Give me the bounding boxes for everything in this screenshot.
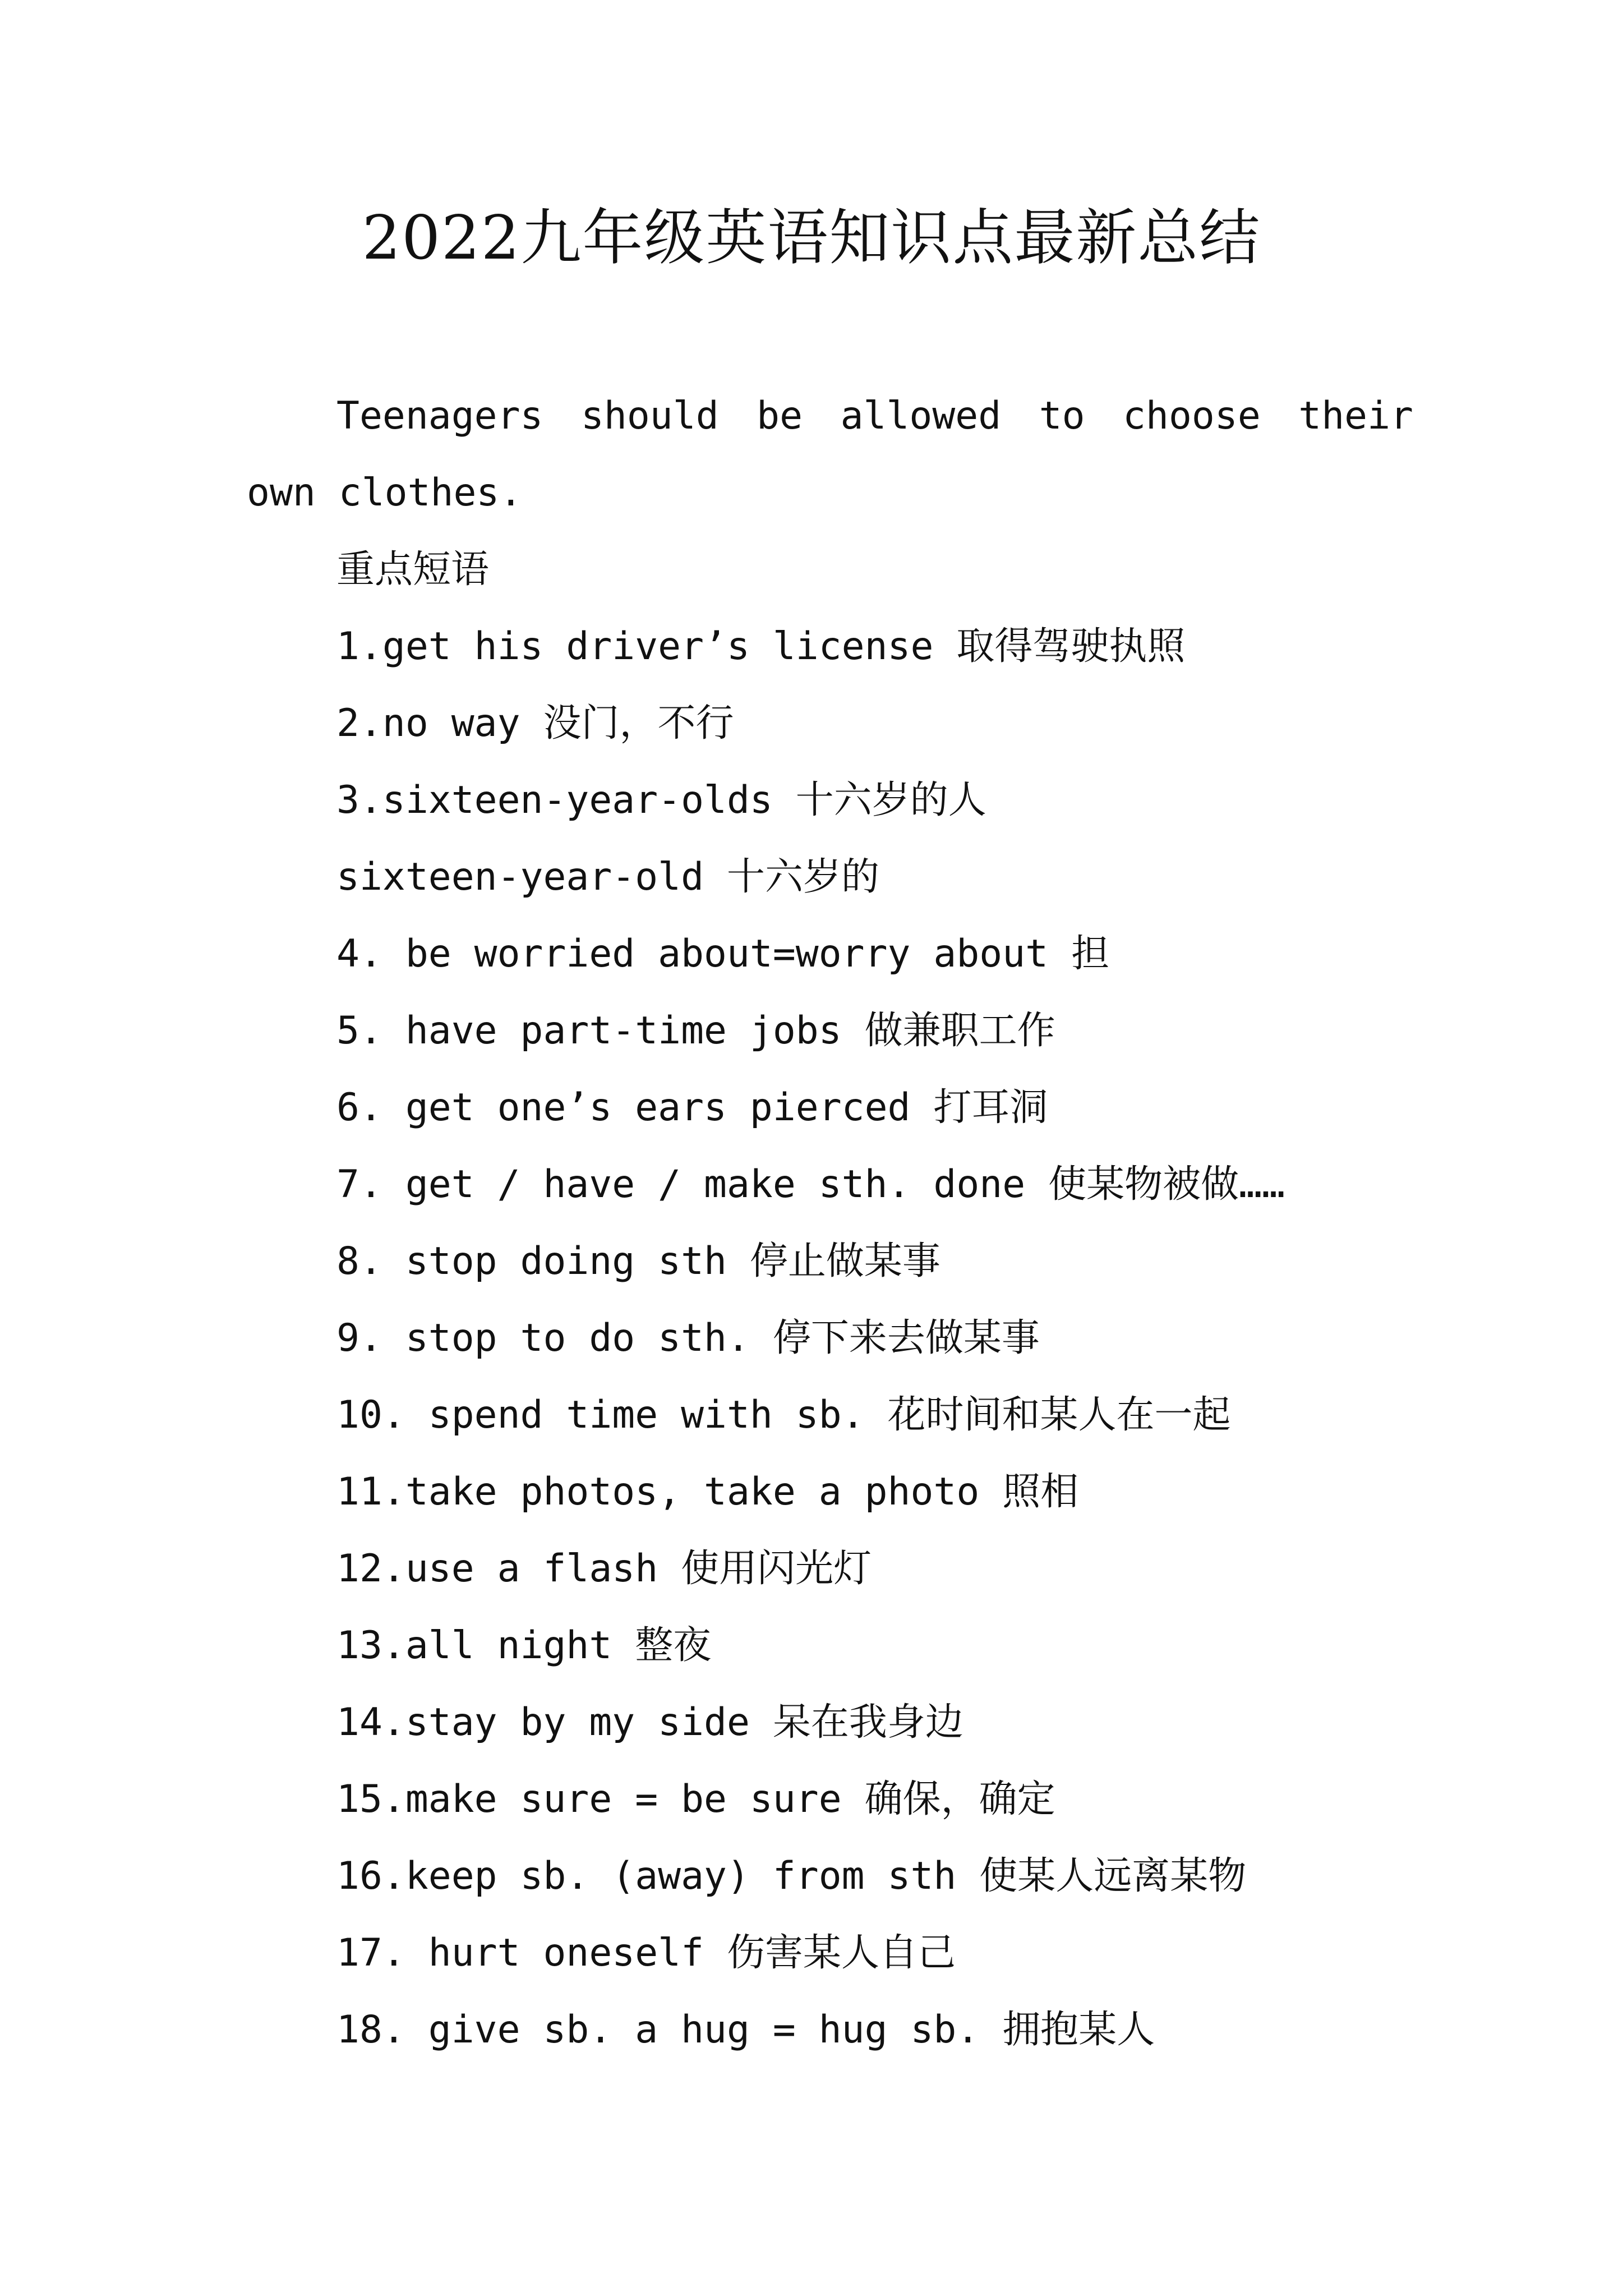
phrase-item: 2.no way 没门，不行	[336, 701, 734, 746]
phrase-item: 5. have part-time jobs 做兼职工作	[336, 1009, 1055, 1053]
phrase-item: 7. get / have / make sth. done 使某物被做……	[336, 1162, 1285, 1207]
phrase-item: 12.use a flash 使用闪光灯	[336, 1547, 872, 1591]
phrase-item: 15.make sure = be sure 确保，确定	[336, 1777, 1055, 1821]
phrase-item: 14.stay by my side 呆在我身边	[336, 1700, 963, 1745]
section-heading: 重点短语	[336, 547, 490, 592]
intro-sentence: Teenagers should be allowed to choose their own clothes.	[247, 394, 1413, 515]
phrase-item: 1.get his driver’s license 取得驾驶执照	[336, 624, 1186, 669]
phrase-item: 6. get one’s ears pierced 打耳洞	[336, 1085, 1048, 1130]
phrase-item: 10. spend time with sb. 花时间和某人在一起	[336, 1393, 1231, 1437]
phrase-item: 3.sixteen-year-olds 十六岁的人	[336, 778, 986, 822]
phrase-item: 17. hurt oneself 伤害某人自己	[336, 1931, 956, 1975]
phrase-item: 11.take photos, take a photo 照相	[336, 1470, 1079, 1514]
phrase-item: 8. stop doing sth 停止做某事	[336, 1239, 940, 1283]
document-body	[247, 378, 1413, 2068]
phrase-item: 9. stop to do sth. 停下来去做某事	[336, 1316, 1040, 1360]
phrase-item: 4. be worried about=worry about 担	[336, 932, 1110, 976]
phrase-item: sixteen-year-old 十六岁的	[336, 855, 879, 899]
phrase-item: 13.all night 整夜	[336, 1623, 712, 1668]
document-title: 2022九年级英语知识点最新总结	[362, 203, 1261, 273]
phrase-item: 18. give sb. a hug = hug sb. 拥抱某人	[336, 2008, 1155, 2052]
phrase-item: 16.keep sb. (away) from sth 使某人远离某物	[336, 1854, 1247, 1898]
